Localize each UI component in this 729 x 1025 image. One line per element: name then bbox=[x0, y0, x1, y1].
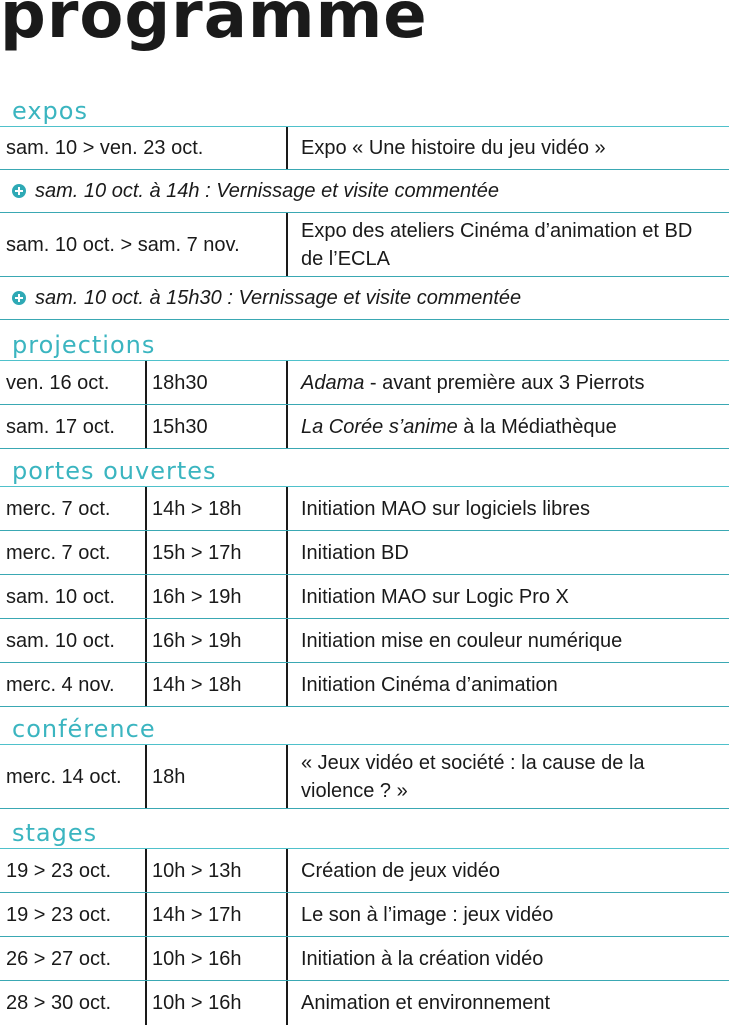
time-cell: 16h > 19h bbox=[145, 619, 242, 662]
time-cell: 10h > 16h bbox=[145, 937, 242, 980]
date-cell: sam. 10 oct. bbox=[6, 585, 115, 608]
date-cell: merc. 7 oct. bbox=[6, 541, 111, 564]
time-cell: 18h bbox=[145, 745, 185, 808]
time-cell: 10h > 13h bbox=[145, 849, 242, 892]
table-row bbox=[0, 937, 729, 981]
event-cell: La Corée s’anime à la Médiathèque bbox=[286, 405, 729, 448]
section-title: expos bbox=[0, 88, 729, 127]
table-row bbox=[0, 619, 729, 663]
time-cell: 10h > 16h bbox=[145, 981, 242, 1025]
date-cell: 19 > 23 oct. bbox=[6, 903, 112, 926]
plus-circle-icon bbox=[12, 184, 26, 198]
date-cell: merc. 14 oct. bbox=[6, 765, 122, 788]
table-row bbox=[0, 127, 729, 170]
section-title: portes ouvertes bbox=[0, 448, 729, 487]
table-row bbox=[0, 575, 729, 619]
table-row bbox=[0, 531, 729, 575]
film-title: Adama bbox=[301, 371, 365, 394]
table-row bbox=[0, 849, 729, 893]
event-cell: Création de jeux vidéo bbox=[286, 849, 729, 892]
table-row bbox=[0, 487, 729, 531]
section-stages bbox=[0, 810, 729, 1025]
event-cell: Initiation BD bbox=[286, 531, 729, 574]
time-cell: 15h30 bbox=[145, 405, 208, 448]
section-title: conférence bbox=[0, 706, 729, 745]
section-expos bbox=[0, 88, 729, 320]
section-projections bbox=[0, 322, 729, 449]
event-cell: Adama - avant première aux 3 Pierrots bbox=[286, 361, 729, 404]
event-cell: Expo « Une histoire du jeu vidéo » bbox=[286, 127, 729, 169]
table-row bbox=[0, 405, 729, 449]
section-title: projections bbox=[0, 322, 729, 361]
page-title: programme bbox=[0, 0, 428, 53]
table-row bbox=[0, 981, 729, 1025]
table-row bbox=[0, 893, 729, 937]
event-cell: Le son à l’image : jeux vidéo bbox=[286, 893, 729, 936]
table-row bbox=[0, 663, 729, 707]
date-cell: merc. 4 nov. bbox=[6, 673, 115, 696]
time-cell: 14h > 17h bbox=[145, 893, 242, 936]
section-conference bbox=[0, 706, 729, 809]
time-cell: 18h30 bbox=[145, 361, 208, 404]
table-row bbox=[0, 361, 729, 405]
event-cell: « Jeux vidéo et société : la cause de la violence ? » bbox=[286, 745, 729, 808]
time-cell: 14h > 18h bbox=[145, 663, 242, 706]
event-cell: Initiation MAO sur logiciels libres bbox=[286, 487, 729, 530]
event-cell: Expo des ateliers Cinéma d’animation et BD de l’ECLA bbox=[286, 213, 729, 276]
event-cell: Initiation à la création vidéo bbox=[286, 937, 729, 980]
event-cell: Animation et environnement bbox=[286, 981, 729, 1025]
table-row bbox=[0, 745, 729, 809]
time-cell: 15h > 17h bbox=[145, 531, 242, 574]
date-cell: 26 > 27 oct. bbox=[6, 947, 112, 970]
date-cell: sam. 10 oct. > sam. 7 nov. bbox=[6, 233, 240, 256]
date-cell: 28 > 30 oct. bbox=[6, 992, 112, 1014]
event-cell: Initiation mise en couleur numérique bbox=[286, 619, 729, 662]
date-cell: sam. 17 oct. bbox=[6, 415, 115, 438]
date-cell: 19 > 23 oct. bbox=[6, 859, 112, 882]
note-row: sam. 10 oct. à 15h30 : Vernissage et visite commentée bbox=[0, 277, 729, 320]
section-portes-ouvertes bbox=[0, 448, 729, 707]
event-cell: Initiation MAO sur Logic Pro X bbox=[286, 575, 729, 618]
section-title: stages bbox=[0, 810, 729, 849]
time-cell: 14h > 18h bbox=[145, 487, 242, 530]
date-cell: sam. 10 > ven. 23 oct. bbox=[6, 137, 204, 159]
table-row bbox=[0, 213, 729, 277]
film-title: La Corée s’anime bbox=[301, 415, 458, 438]
note-row: sam. 10 oct. à 14h : Vernissage et visite commentée bbox=[0, 170, 729, 213]
date-cell: ven. 16 oct. bbox=[6, 371, 110, 394]
time-cell: 16h > 19h bbox=[145, 575, 242, 618]
date-cell: merc. 7 oct. bbox=[6, 497, 111, 520]
date-cell: sam. 10 oct. bbox=[6, 629, 115, 652]
event-cell: Initiation Cinéma d’animation bbox=[286, 663, 729, 706]
plus-circle-icon bbox=[12, 291, 26, 305]
